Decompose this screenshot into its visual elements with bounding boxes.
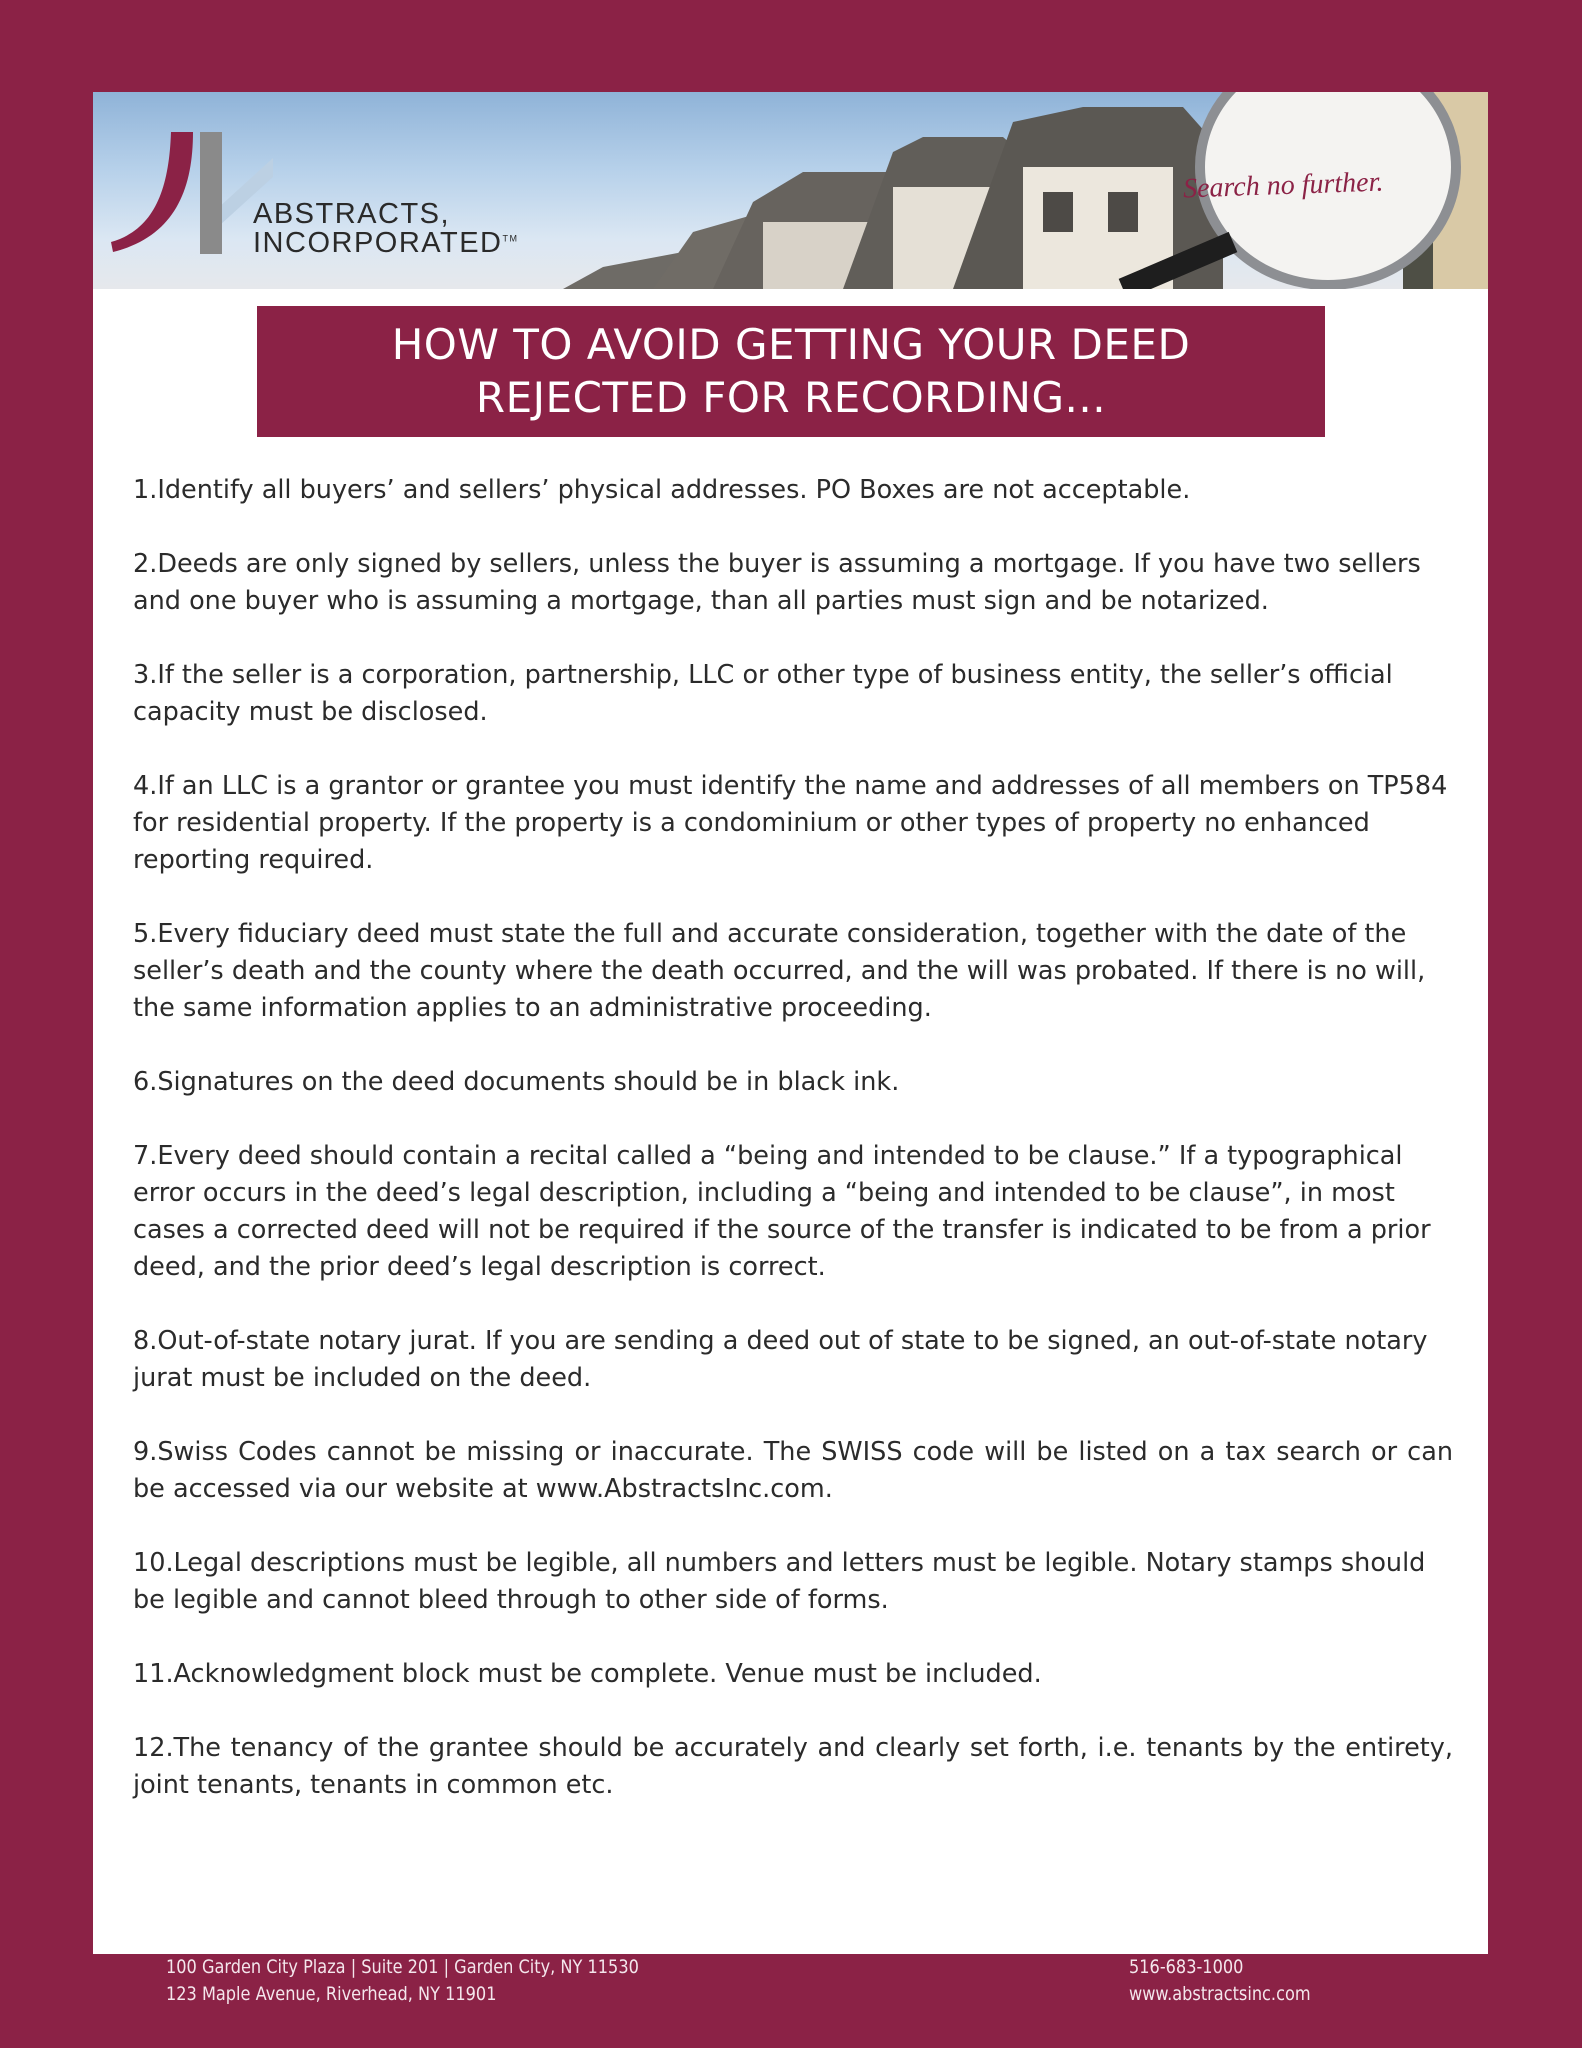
footer-addresses <box>166 1954 639 2008</box>
list-item: 10.Legal descriptions must be legible, all numbers and letters must be legible. Notary stamps should be legible and cannot bleed through to other side of forms. <box>133 1548 1426 1615</box>
footer-phone: 516-683-1000 <box>1129 1956 1244 1978</box>
page-title <box>257 306 1325 437</box>
list-item: 7.Every deed should contain a recital called a “being and intended to be clause.” If a typographical error occurs in the deed’s legal description, including a “being and intended to be clause”, in most cases a corrected deed will not be required if the source of the transfer is indicated to be from a prior deed, and the prior deed’s legal description is correct. <box>133 1141 1431 1282</box>
logo-mark-icon <box>93 92 273 289</box>
list-item: 3.If the seller is a corporation, partnership, LLC or other type of business entity, the seller’s official capacity must be disclosed. <box>133 660 1393 727</box>
trademark-mark: TM <box>502 233 519 244</box>
list-item: 12.The tenancy of the grantee should be accurately and clearly set forth, i.e. tenants by the entirety, joint tenants, tenants in common etc. <box>133 1733 1453 1800</box>
list-item: 9.Swiss Codes cannot be missing or inaccurate. The SWISS code will be listed on a tax search or can be accessed via our website at www.AbstractsInc.com. <box>133 1437 1453 1504</box>
footer-address-1: 100 Garden City Plaza | Suite 201 | Garden City, NY 11530 <box>166 1956 639 1978</box>
list-item: 11.Acknowledgment block must be complete. Venue must be included. <box>133 1659 1042 1689</box>
footer-address-2: 123 Maple Avenue, Riverhead, NY 11901 <box>166 1983 497 2005</box>
brand-name-line2: INCORPORATED™ <box>253 227 519 259</box>
title-line2: REJECTED FOR RECORDING... <box>475 373 1107 422</box>
list-item: 4.If an LLC is a grantor or grantee you must identify the name and addresses of all members on TP584 for residential property. If the property is a condominium or other types of property no enhanced reporting required. <box>133 771 1448 875</box>
document-page <box>93 92 1488 1954</box>
list-item: 6.Signatures on the deed documents should be in black ink. <box>133 1067 900 1097</box>
footer-contact <box>1129 1954 1311 2008</box>
checklist <box>133 472 1453 1841</box>
tagline: Search no further. <box>1182 166 1384 205</box>
footer-website[interactable]: www.abstractsinc.com <box>1129 1983 1311 2005</box>
brand-name-line1: ABSTRACTS, <box>253 198 451 230</box>
title-line1: HOW TO AVOID GETTING YOUR DEED <box>391 320 1191 369</box>
company-logo <box>93 92 613 289</box>
list-item: 2.Deeds are only signed by sellers, unless the buyer is assuming a mortgage. If you have two sellers and one buyer who is assuming a mortgage, than all parties must sign and be notarized. <box>133 549 1421 616</box>
list-item: 1.Identify all buyers’ and sellers’ physical addresses. PO Boxes are not acceptable. <box>133 475 1191 505</box>
list-item: 8.Out-of-state notary jurat. If you are sending a deed out of state to be signed, an out-of-state notary jurat must be included on the deed. <box>133 1326 1428 1393</box>
header-banner <box>93 92 1488 289</box>
list-item: 5.Every fiduciary deed must state the full and accurate consideration, together with the date of the seller’s death and the county where the death occurred, and the will was probated. If there is no will, the same information applies to an administrative proceeding. <box>133 919 1426 1023</box>
